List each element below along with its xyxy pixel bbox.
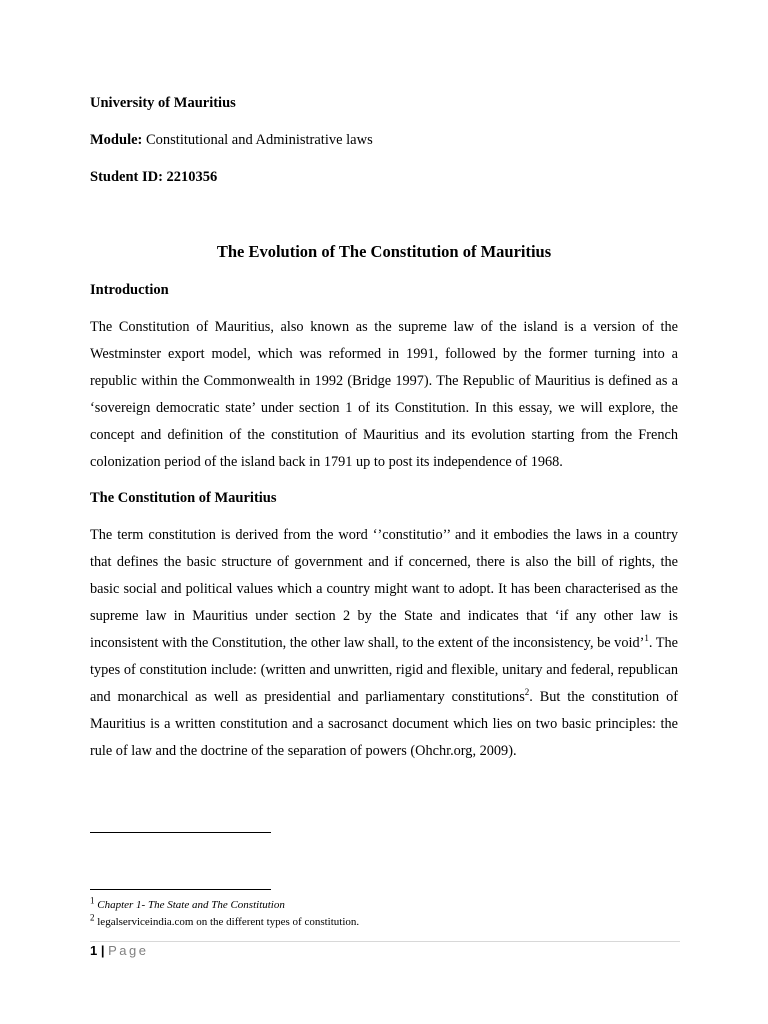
constitution-paragraph <box>90 522 678 765</box>
page-word: Page <box>108 943 149 958</box>
footer-divider <box>90 941 680 942</box>
essay-title: The Evolution of The Constitution of Mauritius <box>216 242 552 261</box>
footnote-1 <box>90 895 285 912</box>
student-id-line <box>90 168 217 186</box>
constitution-heading: The Constitution of Mauritius <box>90 490 277 506</box>
footnote-separator <box>90 832 271 833</box>
footnote-2-number: 2 <box>90 912 95 923</box>
constitution-text-part3: . But the constitution of Mauritius is a written constitution and a sacrosanct document which lies on two basic principles: the rule of law and the doctrine of the separation of powers (Ohchr.org, 2009). <box>90 689 678 759</box>
introduction-heading: Introduction <box>90 282 169 298</box>
module-label: Module: <box>90 132 143 148</box>
student-id: Student ID: 2210356 <box>90 169 218 185</box>
constitution-text-part1: The term constitution is derived from the word ‘’constitutio’’ and it embodies the laws in a country that defines the basic structure of government and if concerned, there is also the bill of rights, the basic social and political values which a country might want to adopt. It has been characterised as the supreme law in Mauritius under section 2 by the State and indicates that ‘if any other law is inconsistent with the Constitution, the other law shall, to the extent of the inconsistency, be void’ <box>90 527 678 651</box>
footnote-1-text: Chapter 1- The State and The Constitution <box>97 899 285 911</box>
page-number: 1 <box>90 943 98 958</box>
footnote-separator-2 <box>90 889 271 890</box>
footnote-ref-2[interactable]: 2 <box>524 687 530 698</box>
university-text: University of Mauritius <box>90 95 236 111</box>
page-footer <box>90 943 149 958</box>
footnote-2 <box>90 912 360 929</box>
module-value: Constitutional and Administrative laws <box>145 132 373 148</box>
footnote-1-number: 1 <box>90 895 95 906</box>
module-line <box>90 131 373 149</box>
constitution-text-part2: . The types of constitution include: (written and unwritten, rigid and flexible, unitary and federal, republican and monarchical as well as presidential and parliamentary constitutions <box>90 635 679 705</box>
footnote-2-text: legalserviceindia.com on the different types of constitution. <box>97 916 360 928</box>
page-separator: | <box>100 943 105 958</box>
introduction-paragraph: The Constitution of Mauritius, also known as the supreme law of the island is a version of the Westminster export model, which was reformed in 1991, followed by the former turning into a republic within the Commonwealth in 1992 (Bridge 1997). The Republic of Mauritius is defined as a ‘sovereign democratic state’ under section 1 of its Constitution. In this essay, we will explore, the concept and definition of the constitution of Mauritius and its evolution starting from the French colonization period of the island back in 1791 up to post its independence of 1968. <box>90 319 678 470</box>
university-name <box>90 94 236 112</box>
footnote-ref-1[interactable]: 1 <box>644 633 649 644</box>
